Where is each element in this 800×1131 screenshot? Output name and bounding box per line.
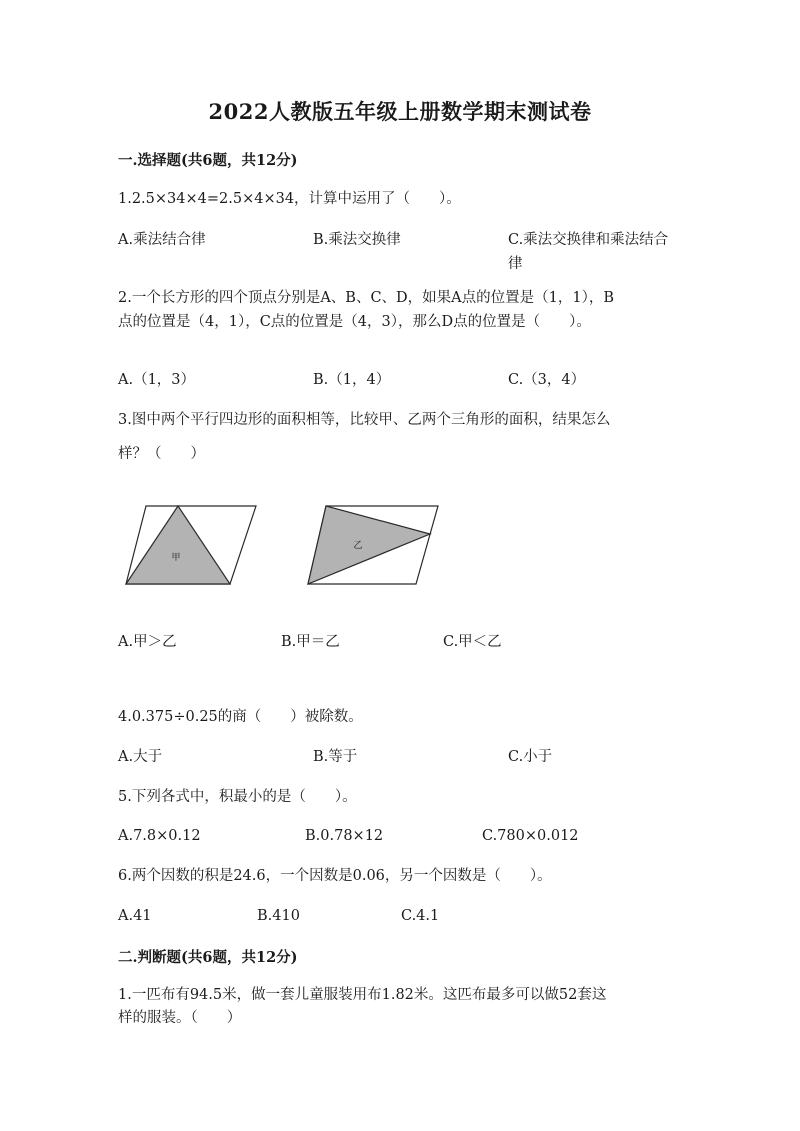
question-2-stem-line2: 点的位置是（4，1），C点的位置是（4，3），那么D点的位置是（ ）。 [118,314,591,330]
question-2-option-b[interactable]: B.（1，4） [313,372,391,388]
judgement-1-stem-line2: 样的服装。（ ） [118,1010,242,1026]
judgement-1-stem-line1: 1.一匹布有94.5米，做一套儿童服装用布1.82米。这匹布最多可以做52套这 [118,987,607,1003]
question-5-option-a[interactable]: A.7.8×0.12 [118,828,201,844]
question-1-stem: 1.2.5×34×4=2.5×4×34，计算中运用了（ ）。 [118,191,461,207]
question-4-option-a[interactable]: A.大于 [118,749,163,765]
parallelogram-figure [118,498,478,598]
question-4-option-b[interactable]: B.等于 [313,749,358,765]
question-6-option-a[interactable]: A.41 [118,908,152,924]
question-1-option-b[interactable]: B.乘法交换律 [313,232,401,248]
section-heading-choice: 一.选择题(共6题，共12分) [118,152,298,169]
question-4-stem: 4.0.375÷0.25的商（ ）被除数。 [118,709,363,725]
triangle-yi-label: 乙 [353,541,363,551]
question-3-option-c[interactable]: C.甲＜乙 [443,634,502,650]
question-6-option-b[interactable]: B.410 [257,908,300,924]
section-heading-judgement: 二.判断题(共6题，共12分) [118,949,298,966]
triangle-jia-label: 甲 [171,553,181,563]
question-5-stem: 5.下列各式中，积最小的是（ ）。 [118,789,357,805]
question-2-option-a[interactable]: A.（1，3） [118,372,196,388]
question-3-option-b[interactable]: B.甲＝乙 [281,634,340,650]
question-2-option-c[interactable]: C.（3，4） [508,372,586,388]
question-3-stem-line1: 3.图中两个平行四边形的面积相等，比较甲、乙两个三角形的面积，结果怎么 [118,412,611,428]
parallelogram-yi [308,506,438,584]
question-3-stem-line2: 样？（ ） [118,446,205,462]
question-1-option-a[interactable]: A.乘法结合律 [118,232,206,248]
question-6-stem: 6.两个因数的积是24.6，一个因数是0.06，另一个因数是（ ）。 [118,868,552,884]
question-5-option-c[interactable]: C.780×0.012 [482,828,579,844]
question-6-option-c[interactable]: C.4.1 [401,908,440,924]
question-3-option-a[interactable]: A.甲＞乙 [118,634,177,650]
parallelogram-jia [126,506,256,584]
question-2-stem-line1: 2.一个长方形的四个顶点分别是A、B、C、D，如果A点的位置是（1，1），B [118,290,615,306]
page-title: 2022人教版五年级上册数学期末测试卷 [208,99,592,124]
question-5-option-b[interactable]: B.0.78×12 [305,828,384,844]
question-4-option-c[interactable]: C.小于 [508,749,553,765]
question-1-option-c[interactable]: C.乘法交换律和乘法结合律 [508,232,669,272]
